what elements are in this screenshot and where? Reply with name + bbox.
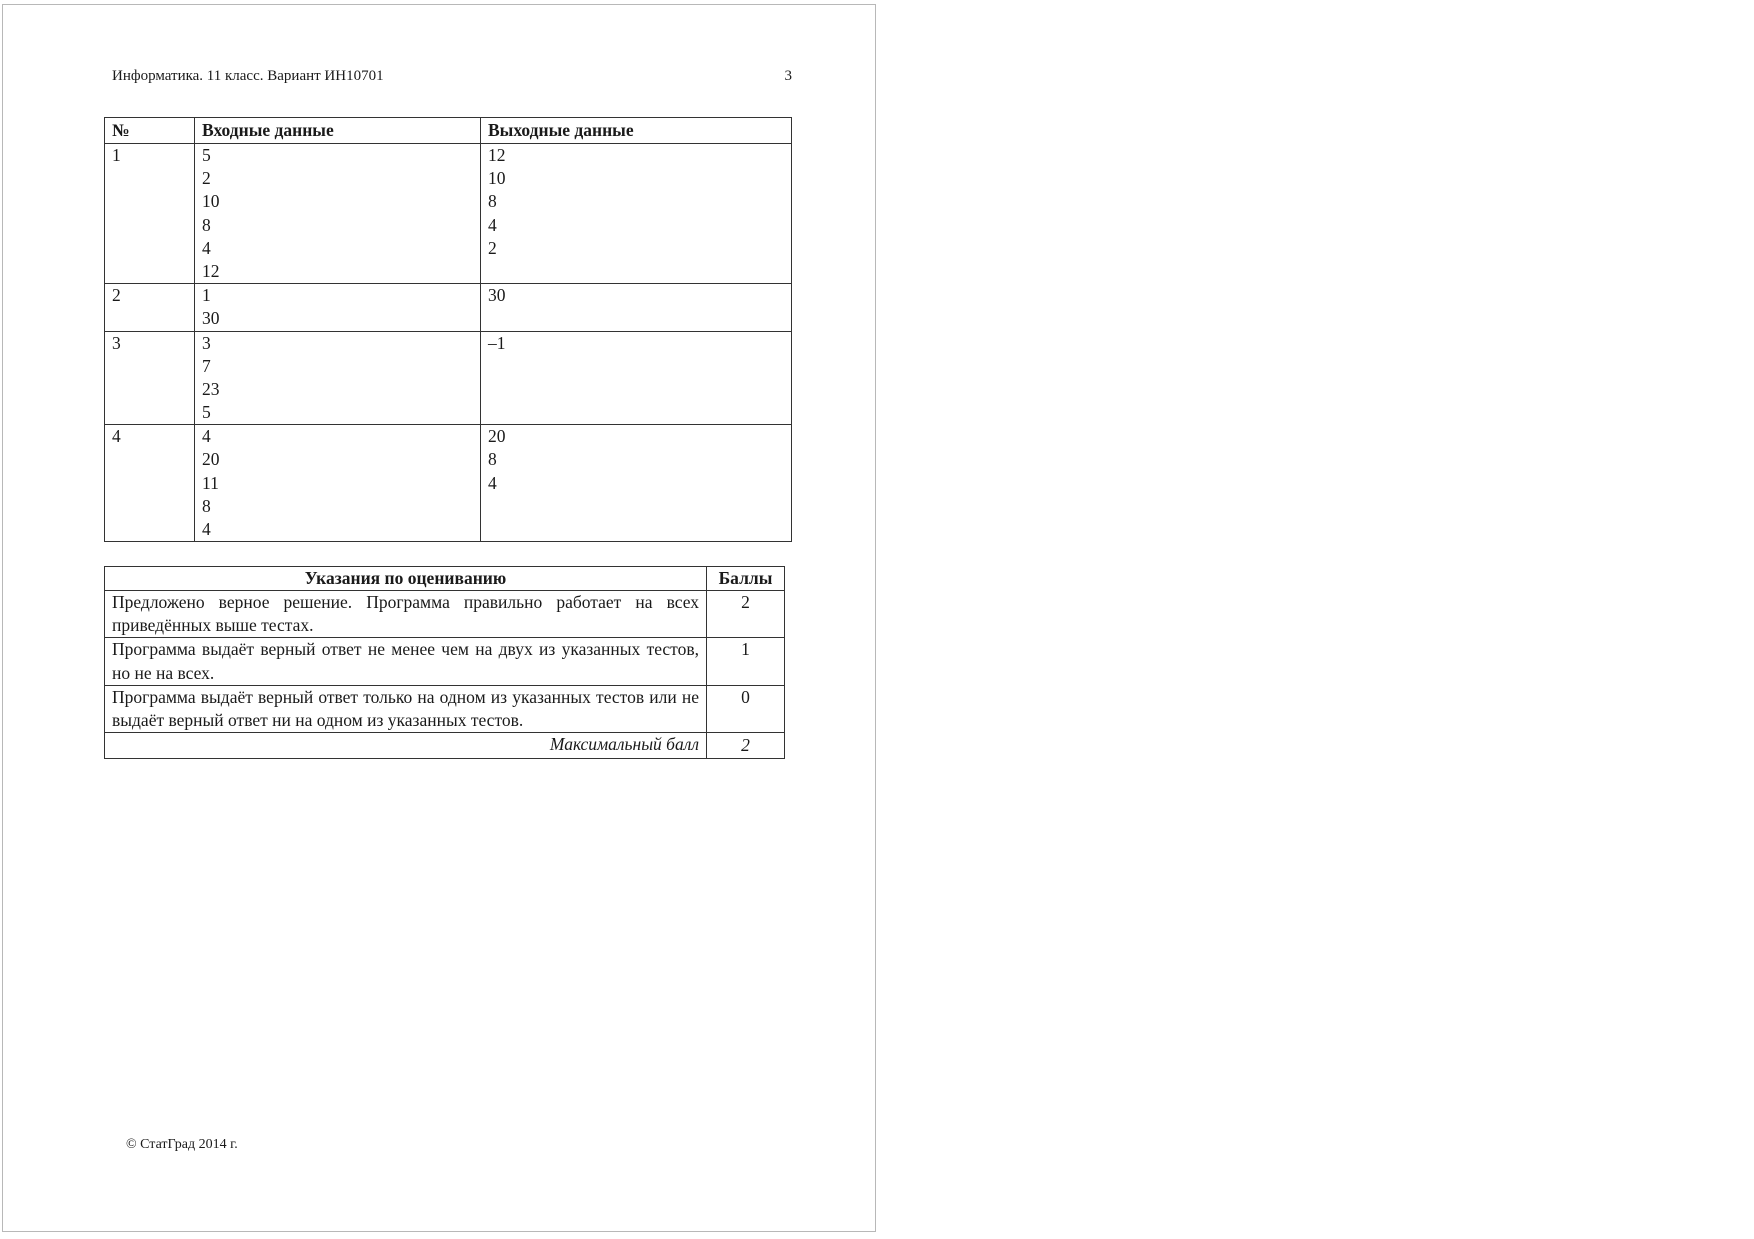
column-header-points: Баллы: [707, 567, 785, 591]
input-value: 5: [202, 145, 211, 165]
output-value: 8: [488, 191, 497, 212]
table-row: [105, 144, 792, 284]
output-value: 8: [488, 449, 497, 470]
max-score-label: Максимальный балл: [105, 733, 707, 759]
input-value: 2: [202, 168, 211, 189]
input-value: 4: [202, 237, 211, 258]
input-value: 8: [202, 495, 211, 516]
tests-table: [104, 117, 792, 542]
column-header-criteria: Указания по оцениванию: [105, 567, 707, 591]
test-input: [195, 425, 481, 542]
column-header-number: №: [105, 118, 195, 144]
evaluation-header-row: [105, 567, 785, 591]
page-number: 3: [784, 68, 792, 84]
column-header-output: Выходные данные: [481, 118, 792, 144]
criterion-points: 2: [707, 591, 785, 638]
test-output: [481, 284, 792, 331]
criterion-points: 1: [707, 638, 785, 685]
input-value: 30: [202, 308, 220, 329]
table-row: [105, 685, 785, 732]
column-header-input: Входные данные: [195, 118, 481, 144]
table-row: [105, 425, 792, 542]
test-number: 2: [105, 284, 195, 331]
copyright-footer: © СтатГрад 2014 г.: [126, 1137, 238, 1152]
input-value: 23: [202, 378, 220, 399]
input-value: 20: [202, 449, 220, 470]
input-value: 11: [202, 472, 219, 493]
output-value: –1: [488, 332, 506, 353]
test-output: [481, 144, 792, 284]
input-value: 7: [202, 355, 211, 376]
criterion-text: Программа выдаёт верный ответ не менее чем на двух из указанных тестов, но не на всех.: [105, 638, 707, 685]
output-value: 12: [488, 145, 506, 165]
test-number: 4: [105, 425, 195, 542]
input-value: 4: [202, 519, 211, 539]
test-input: [195, 144, 481, 284]
input-value: 8: [202, 214, 211, 235]
test-number: 3: [105, 331, 195, 425]
test-number: 1: [105, 144, 195, 284]
test-output: [481, 425, 792, 542]
input-value: 5: [202, 402, 211, 423]
criterion-text: Предложено верное решение. Программа правильно работает на всех приведённых выше тестах.: [105, 591, 707, 638]
table-row: [105, 331, 792, 425]
input-value: 1: [202, 285, 211, 306]
output-value: 4: [488, 214, 497, 235]
test-output: [481, 331, 792, 425]
table-row: [105, 284, 792, 331]
test-input: [195, 331, 481, 425]
max-score-row: [105, 733, 785, 759]
output-value: 20: [488, 426, 506, 447]
output-value: 30: [488, 285, 506, 306]
criterion-points: 0: [707, 685, 785, 732]
input-value: 4: [202, 426, 211, 447]
table-row: [105, 638, 785, 685]
max-score-value: 2: [707, 733, 785, 759]
table-row: [105, 591, 785, 638]
test-input: [195, 284, 481, 331]
input-value: 10: [202, 191, 220, 212]
tests-table-header-row: [105, 118, 792, 144]
criterion-text: Программа выдаёт верный ответ только на одном из указанных тестов или не выдаёт верный ответ ни на одном из указанных тестов.: [105, 685, 707, 732]
document-header-title: Информатика. 11 класс. Вариант ИН10701: [112, 68, 384, 84]
output-value: 10: [488, 168, 506, 189]
output-value: 4: [488, 472, 497, 493]
input-value: 3: [202, 332, 211, 353]
input-value: 12: [202, 260, 220, 281]
evaluation-table: [104, 566, 785, 759]
output-value: 2: [488, 237, 497, 258]
